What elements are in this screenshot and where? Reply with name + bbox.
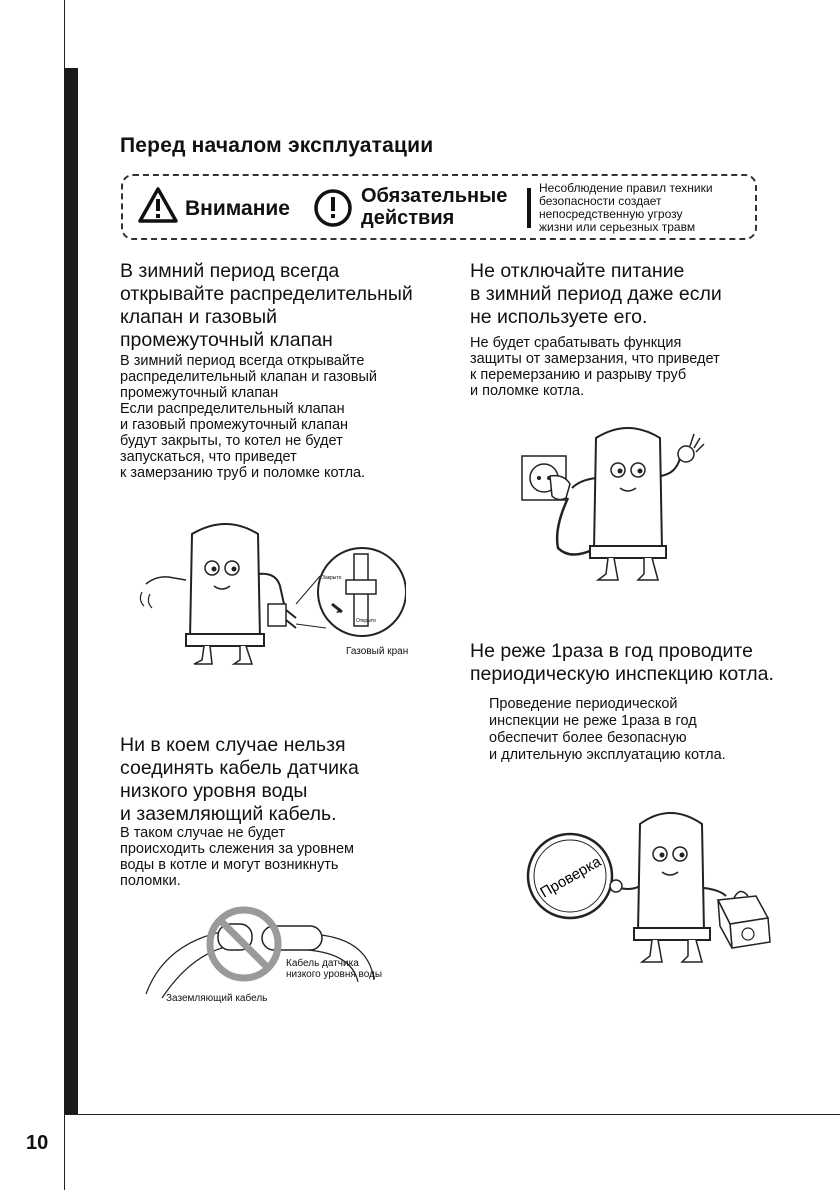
power-body: Не будет срабатывать функция защиты от замерзания, что приведет к перемерзанию и разрыву труб и поломке котла. bbox=[470, 335, 720, 399]
warning-triangle-icon bbox=[137, 186, 179, 229]
legend-note: Несоблюдение правил техники безопасности создает непосредственную угрозу жизни или серьезных травм bbox=[539, 181, 713, 234]
inspection-heading: Не реже 1раза в год проводите периодическую инспекцию котла. bbox=[470, 640, 774, 685]
cables-prohibited-illustration bbox=[138, 904, 388, 1004]
cables-body: В таком случае не будет происходить слежения за уровнем воды в котле и могут возникнуть поломки. bbox=[120, 825, 355, 889]
side-bar bbox=[64, 68, 78, 1115]
winter-valves-body: В зимний период всегда открывайте распределительный клапан и газовый промежуточный клапан Если распределительный клапан и газовый промежуточный клапан будут закрыты, то котел не будет запускаться, что приведет к замерзанию труб и поломке котла. bbox=[120, 353, 378, 481]
safety-legend bbox=[121, 174, 757, 240]
page-title: Перед началом эксплуатации bbox=[120, 134, 434, 157]
open-label: Открыто bbox=[356, 618, 376, 624]
warning-label: Внимание bbox=[185, 197, 290, 220]
page-number: 10 bbox=[26, 1132, 49, 1154]
winter-valves-heading: В зимний период всегда открывайте распределительный клапан и газовый промежуточный клапан bbox=[120, 260, 413, 351]
boiler-valve-illustration bbox=[136, 514, 409, 684]
inspection-stamp: Проверка bbox=[537, 853, 605, 902]
footer-line bbox=[64, 1114, 840, 1115]
closed-label: Закрыто bbox=[322, 575, 342, 581]
mandatory-label: Обязательные действия bbox=[361, 185, 508, 229]
ground-cable-caption: Заземляющий кабель bbox=[166, 993, 268, 1004]
legend-divider bbox=[527, 188, 531, 228]
boiler-power-illustration bbox=[514, 418, 714, 594]
mandatory-action-icon bbox=[313, 188, 353, 233]
sensor-cable-caption: Кабель датчика низкого уровня воды bbox=[286, 958, 383, 980]
cables-heading: Ни в коем случае нельзя соединять кабель датчика низкого уровня воды и заземляющий кабель. bbox=[120, 734, 359, 825]
inspection-body: Проведение периодической инспекции не реже 1раза в год обеспечит более безопасную и длительную эксплуатацию котла. bbox=[489, 696, 726, 763]
power-heading: Не отключайте питание в зимний период даже если не используете его. bbox=[470, 260, 722, 328]
boiler-inspection-illustration bbox=[520, 800, 780, 980]
gas-valve-caption: Газовый кран bbox=[346, 646, 409, 657]
